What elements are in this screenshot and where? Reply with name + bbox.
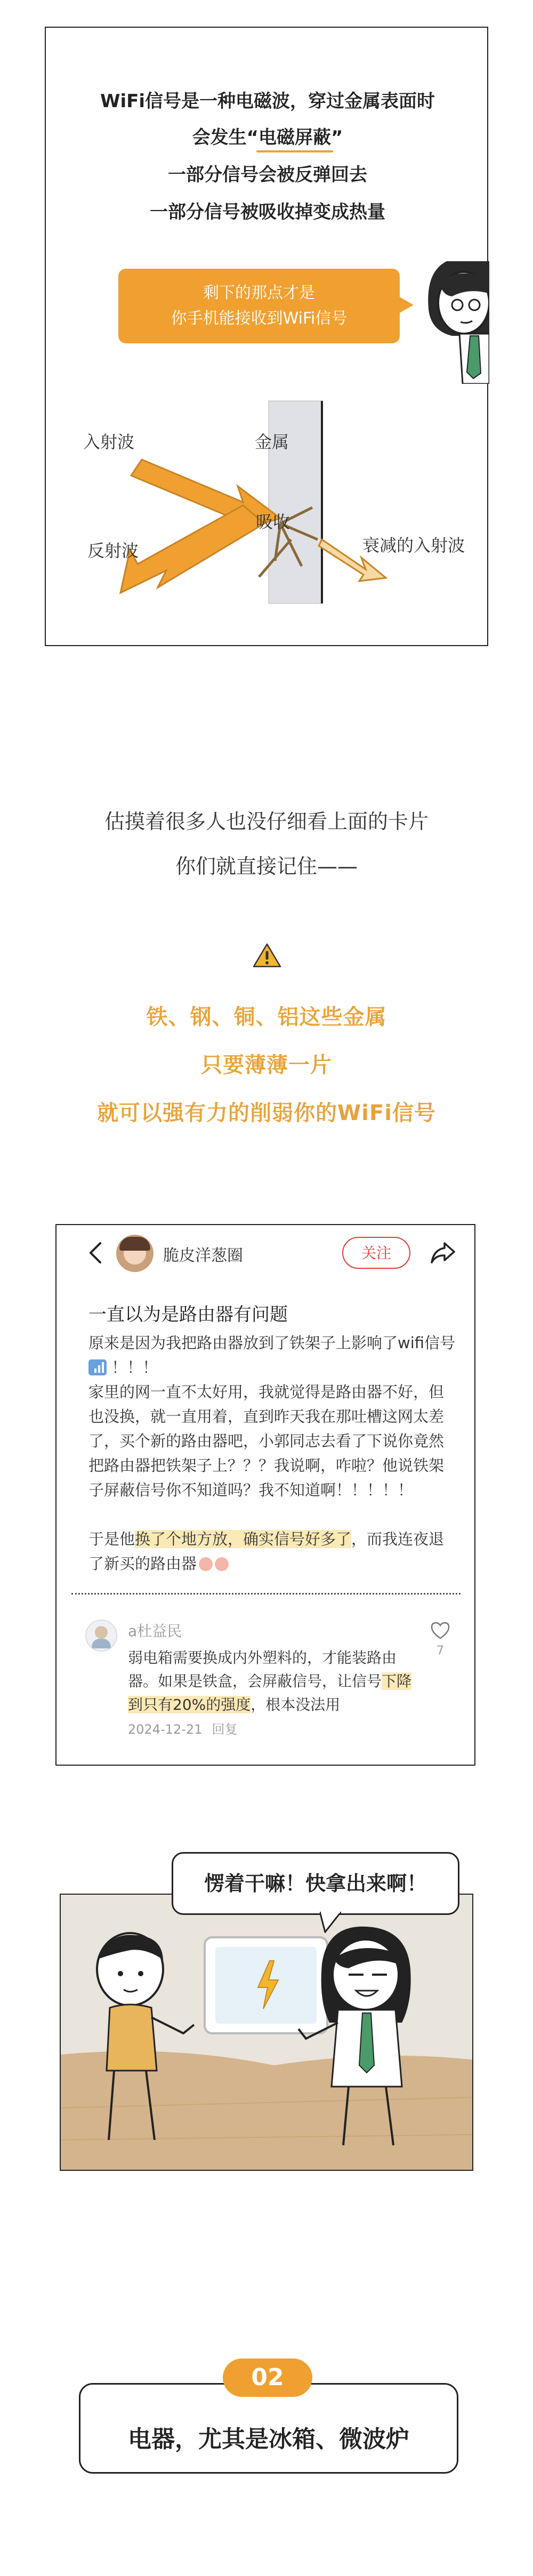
comment-date: 2024-12-21 [128, 1722, 203, 1737]
comic-panel [60, 1894, 473, 2171]
cry-emoji-icon [199, 1557, 213, 1571]
post-paragraph-1: 原来是因为我把路由器放到了铁架子上影响了wifi信号 ！！！ [88, 1334, 456, 1376]
comment-highlight: 下降到只有20%的强度 [128, 1672, 412, 1713]
label-metal: 金属 [255, 432, 289, 452]
post-username[interactable]: 脆皮洋葱圈 [163, 1246, 243, 1265]
label-absorb: 吸收 [256, 512, 290, 532]
card-line-3: 一部分信号会被反弹回去 [168, 164, 367, 186]
back-arrow-icon[interactable] [87, 1241, 103, 1265]
shielding-diagram [67, 380, 472, 625]
commenter-avatar[interactable] [85, 1620, 117, 1652]
emphasis-line-3: 就可以强有力的削弱你的WiFi信号 [97, 1101, 436, 1125]
card-line-4: 一部分信号被吸收掉变成热量 [150, 202, 385, 223]
highlight-term: 电磁屏蔽 [259, 127, 331, 148]
commenter-name[interactable]: a杜益民 [128, 1622, 182, 1640]
share-icon[interactable] [430, 1240, 456, 1266]
intro-line-1: 估摸着很多人也没仔细看上面的卡片 [104, 810, 429, 833]
warning-triangle-icon [253, 943, 281, 968]
like-heart-icon[interactable] [430, 1621, 451, 1640]
card-line-1: WiFi信号是一种电磁波，穿过金属表面时 [100, 91, 435, 112]
comment-divider [71, 1593, 461, 1595]
comment-meta [128, 1719, 237, 1737]
like-count: 7 [437, 1644, 444, 1657]
speech-tail [320, 1912, 341, 1933]
bubble-line-2: 你手机能接收到WiFi信号 [171, 309, 348, 328]
intro-line-2: 你们就直接记住—— [175, 855, 358, 878]
label-incident: 入射波 [83, 432, 135, 452]
bubble-line-1: 剩下的那点才是 [203, 284, 315, 302]
avatar[interactable] [116, 1235, 154, 1272]
emphasis-line-2: 只要薄薄一片 [201, 1053, 332, 1077]
emphasis-line-1: 铁、钢、铜、铝这些金属 [146, 1005, 387, 1029]
comic-illustration [61, 1895, 473, 2171]
card-line-2: 会发生“电磁屏蔽” [192, 127, 343, 148]
social-post-card [55, 1224, 475, 1766]
shielding-card [45, 27, 488, 646]
follow-button[interactable]: 关注 [342, 1237, 410, 1269]
cry-emoji-icon [215, 1557, 229, 1571]
post-title: 一直以为是路由器有问题 [88, 1304, 288, 1325]
post-paragraph-3: 于是他换了个地方放，确实信号好多了，而我连夜退了新买的路由器 [88, 1530, 445, 1573]
post-paragraph-2: 家里的网一直不太好用，我就觉得是路由器不好，但也没换，就一直用着，直到昨天我在那吐槽这网太差了，买个新的路由器吧，小郭同志去看了下说你竟然把路由器把铁架子上？？？我说啊，咋啦？他说铁架子屏蔽信号你不知道吗？我不知道啊！！！！！ [88, 1383, 445, 1499]
section-number-badge: 02 [223, 2358, 312, 2397]
comment-text: 弱电箱需要换成内外塑料的，才能装路由器。如果是铁盒，会屏蔽信号，让信号下降到只有20%的强度，根本没法用 [128, 1649, 412, 1713]
peeking-character-illustration [415, 251, 489, 384]
explanation-bubble [118, 269, 400, 343]
label-attenuated: 衰减的入射波 [362, 535, 465, 556]
section-title: 电器，尤其是冰箱、微波炉 [128, 2426, 409, 2453]
speech-bubble: 愣着干嘛！快拿出来啊！ [172, 1852, 459, 1915]
label-reflected: 反射波 [87, 541, 139, 561]
signal-emoji-icon [88, 1359, 107, 1375]
reply-link[interactable]: 回复 [212, 1722, 238, 1737]
post-highlight: 换了个地方放，确实信号好多了 [135, 1530, 352, 1548]
